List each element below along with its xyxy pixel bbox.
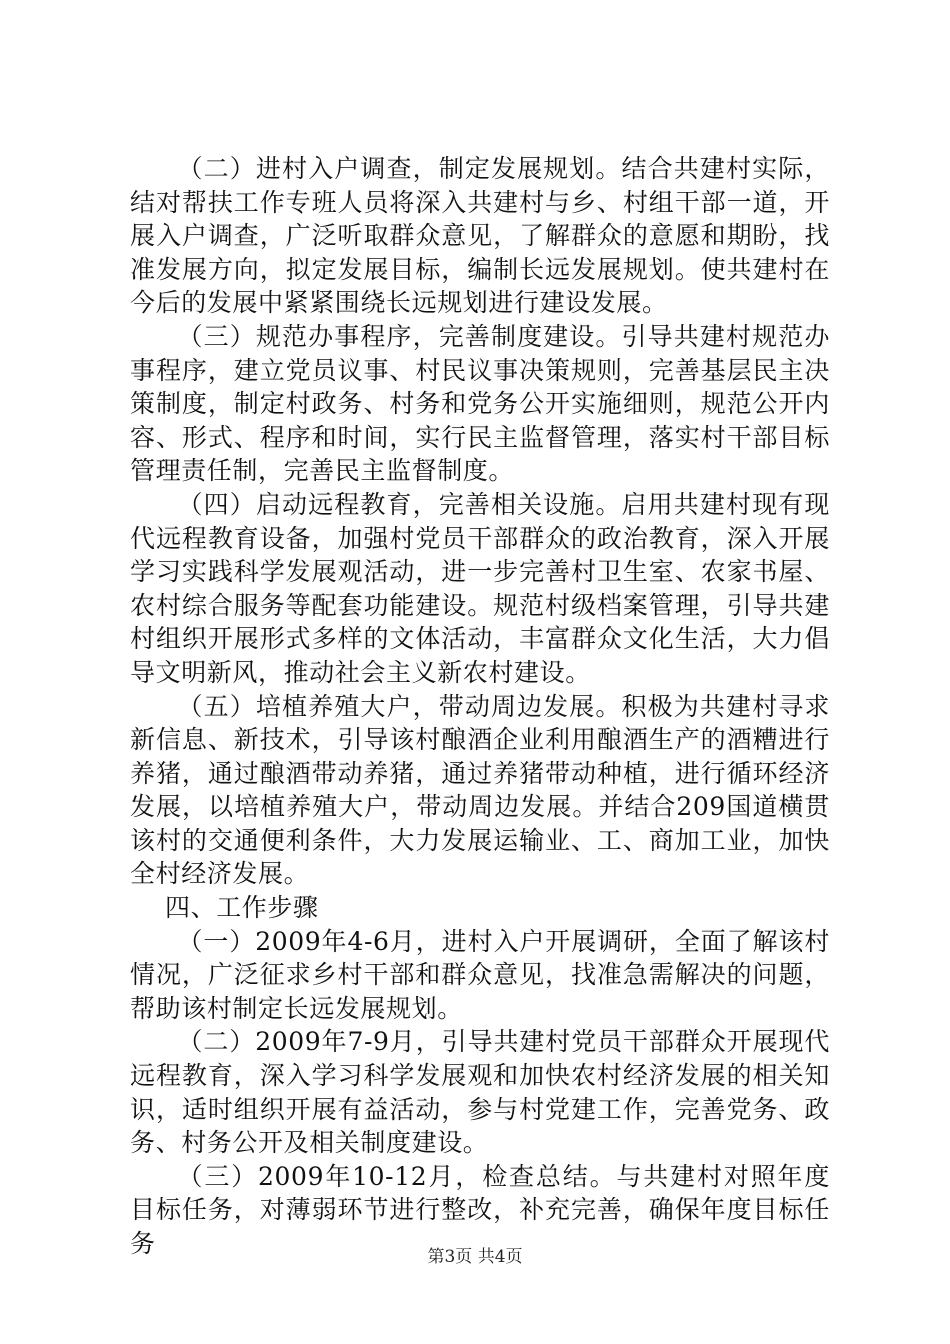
document-body <box>130 152 830 1261</box>
page-number-footer: 第3页 共4页 <box>427 1247 523 1267</box>
step-two: （二）2009年7-9月，引导共建村党员干部群众开展现代远程教育，深入学习科学发展观和加快农村经济发展的相关知识，适时组织开展有益活动，参与村党建工作，完善党务、政务、村务公开及相关制度建设。 <box>130 1027 830 1158</box>
paragraph-breeding: （五）培植养殖大户，带动周边发展。积极为共建村寻求新信息、新技术，引导该村酿酒企业利用酿酒生产的酒糟进行养猪，通过酿酒带动养猪，通过养猪带动种植，进行循环经济发展，以培植养殖大户，带动周边发展。并结合209国道横贯该村的交通便利条件，大力发展运输业、工、商加工业，加快全村经济发展。 <box>130 691 830 889</box>
paragraph-procedure: （三）规范办事程序，完善制度建设。引导共建村规范办事程序，建立党员议事、村民议事决策规则，完善基层民主决策制度，制定村政务、村务和党务公开实施细则，规范公开内容、形式、程序和时间，实行民主监督管理，落实村干部目标管理责任制，完善民主监督制度。 <box>130 321 830 486</box>
paragraph-plan: （二）进村入户调查，制定发展规划。结合共建村实际，结对帮扶工作专班人员将深入共建村与乡、村组干部一道，开展入户调查，广泛听取群众意见，了解群众的意愿和期盼，找准发展方向，拟定发展目标，编制长远发展规划。使共建村在今后的发展中紧紧围绕长远规划进行建设发展。 <box>130 154 830 318</box>
step-one: （一）2009年4-6月，进村入户开展调研，全面了解该村情况，广泛征求乡村干部和群众意见，找准急需解决的问题，帮助该村制定长远发展规划。 <box>130 926 830 1023</box>
paragraph-education: （四）启动远程教育，完善相关设施。启用共建村现有现代远程教育设备，加强村党员干部群众的政治教育，深入开展学习实践科学发展观活动，进一步完善村卫生室、农家书屋、农村综合服务等配套功能建设。规范村级档案管理，引导共建村组织开展形式多样的文体活动，丰富群众文化生活，大力倡导文明新风，推动社会主义新农村建设。 <box>130 489 830 687</box>
section-heading: 四、工作步骤 <box>165 893 319 923</box>
step-three: （三）2009年10-12月，检查总结。与共建村对照年度目标任务，对薄弱环节进行整改，补充完善，确保年度目标任务 <box>130 1161 830 1258</box>
